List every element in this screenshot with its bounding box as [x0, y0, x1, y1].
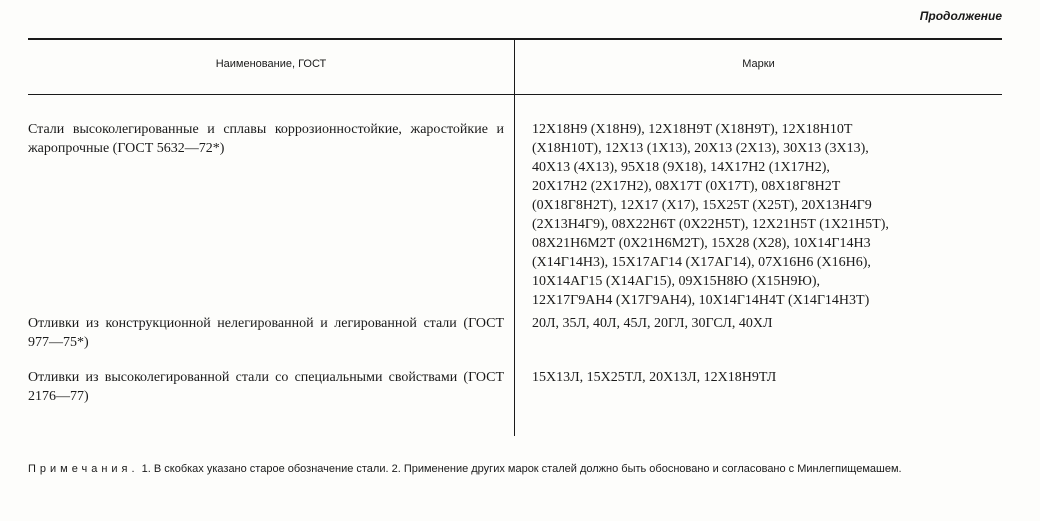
row-1-grades [532, 120, 1002, 310]
grade-line: 12Х18Н9 (Х18Н9), 12Х18Н9Т (Х18Н9Т), 12Х18Н10Т [532, 122, 853, 137]
grade-line: 10Х14АГ15 (Х14АГ15), 09Х15Н8Ю (Х15Н9Ю), [532, 274, 820, 289]
grade-line: 12Х17Г9АН4 (Х17Г9АН4), 10Х14Г14Н4Т (Х14Г14Н3Т) [532, 293, 870, 308]
grade-line: 40Х13 (4Х13), 95Х18 (9Х18), 14Х17Н2 (1Х17Н2), [532, 160, 830, 175]
row-2-grades [532, 314, 1002, 333]
row-3-grades [532, 368, 1002, 387]
header-grades: Марки [742, 58, 775, 70]
grade-line: (Х18Н10Т), 12Х13 (1Х13), 20Х13 (2Х13), 30Х13 (3Х13), [532, 141, 869, 156]
table-top-rule [28, 38, 1002, 40]
table-column-divider [514, 38, 515, 436]
steel-grades-table [28, 38, 1002, 438]
grade-line: 20Л, 35Л, 40Л, 45Л, 20ГЛ, 30ГСЛ, 40ХЛ [532, 316, 773, 331]
continuation-label: Продолжение [919, 9, 1002, 23]
row-2-name: Отливки из конструкционной нелегированной и легированной стали (ГОСТ 977—75*) [28, 316, 504, 350]
grade-line: (0Х18Г8Н2Т), 12Х17 (Х17), 15Х25Т (Х25Т), 20Х13Н4Г9 [532, 198, 872, 213]
grade-line: (Х14Г14Н3), 15Х17АГ14 (Х17АГ14), 07Х16Н6 (Х16Н6), [532, 255, 871, 270]
grade-line: (2Х13Н4Г9), 08Х22Н6Т (0Х22Н5Т), 12Х21Н5Т (1Х21Н5Т), [532, 217, 889, 232]
note-text: 1. В скобках указано старое обозначение стали. 2. Применение других марок сталей должно быть обосновано и согласовано с Минлегпищемашем. [141, 463, 902, 475]
table-header-rule [28, 94, 1002, 95]
table-note [28, 462, 1008, 476]
row-1-name: Стали высоколегированные и сплавы коррозионностойкие, жаростойкие и жаропрочные (ГОСТ 5632—72*) [28, 122, 504, 156]
header-name-gost: Наименование, ГОСТ [215, 58, 327, 70]
grade-line: 20Х17Н2 (2Х17Н2), 08Х17Т (0Х17Т), 08Х18Г8Н2Т [532, 179, 841, 194]
grade-line: 08Х21Н6М2Т (0Х21Н6М2Т), 15Х28 (Х28), 10Х14Г14Н3 [532, 236, 871, 251]
row-3-name: Отливки из высоколегированной стали со специальными свойствами (ГОСТ 2176—77) [28, 370, 504, 404]
note-label: Примечания. [28, 463, 139, 475]
grade-line: 15Х13Л, 15Х25ТЛ, 20Х13Л, 12Х18Н9ТЛ [532, 370, 777, 385]
